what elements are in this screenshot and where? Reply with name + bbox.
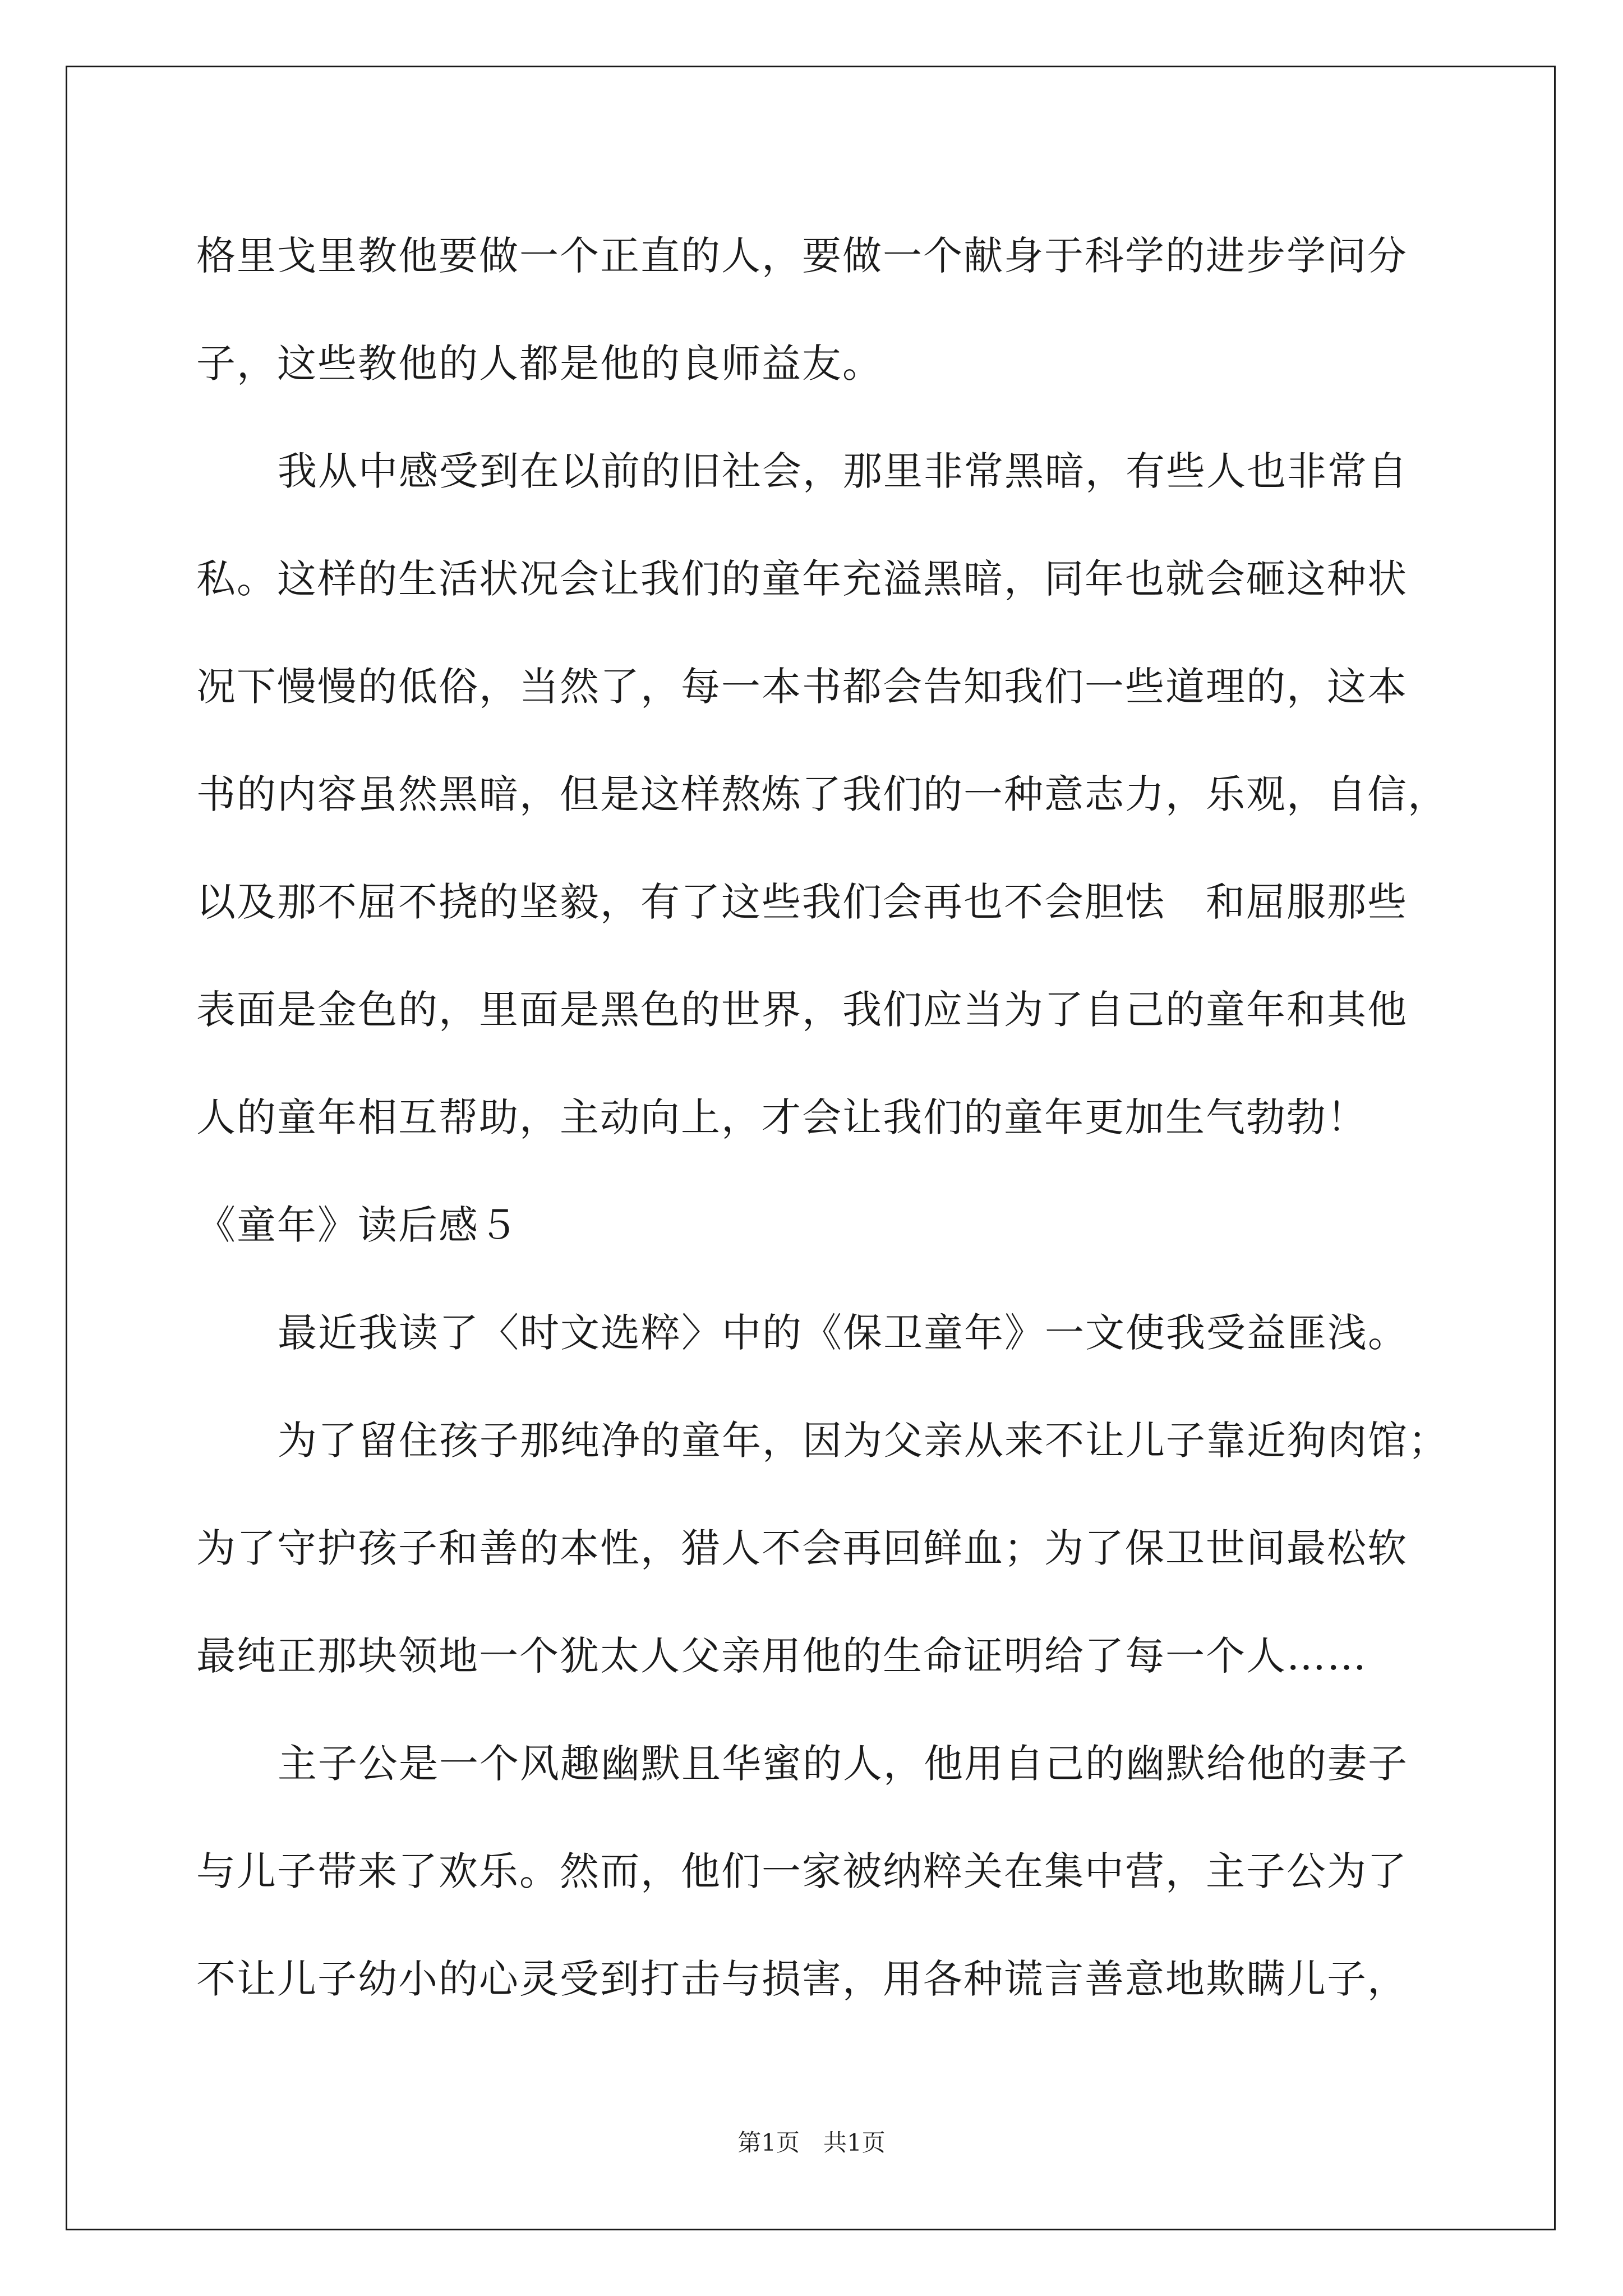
text-line: 格里戈里教他要做一个正直的人，要做一个献身于科学的进步学问分 bbox=[196, 233, 1408, 279]
text-line: 况下慢慢的低俗，当然了，每一本书都会告知我们一些道理的，这本 bbox=[196, 664, 1408, 710]
text-line: 书的内容虽然黑暗，但是这样熬炼了我们的一种意志力，乐观，自信， bbox=[196, 771, 1448, 817]
page-footer bbox=[0, 2129, 1623, 2157]
text-line: 最近我读了〈时文选粹〉中的《保卫童年》一文使我受益匪浅。 bbox=[278, 1310, 1408, 1356]
page-number: 第1页 共1页 bbox=[737, 2129, 886, 2156]
text-line: 不让儿子幼小的心灵受到打击与损害，用各种谎言善意地欺瞒儿子， bbox=[196, 1956, 1408, 2002]
text-line: 人的童年相互帮助，主动向上，才会让我们的童年更加生气勃勃！ bbox=[196, 1094, 1367, 1140]
text-line: 我从中感受到在以前的旧社会，那里非常黑暗，有些人也非常自 bbox=[278, 448, 1408, 494]
text-line: 私。这样的生活状况会让我们的童年充溢黑暗，同年也就会砸这种状 bbox=[196, 556, 1408, 602]
text-line: 最纯正那块领地一个犹太人父亲用他的生命证明给了每一个人…… bbox=[196, 1633, 1367, 1679]
text-line: 与儿子带来了欢乐。然而，他们一家被纳粹关在集中营，主子公为了 bbox=[196, 1848, 1408, 1894]
text-line: 以及那不屈不挠的坚毅，有了这些我们会再也不会胆怯 和屈服那些 bbox=[196, 879, 1408, 925]
text-line: 为了守护孩子和善的本性，猎人不会再回鲜血；为了保卫世间最松软 bbox=[196, 1525, 1408, 1571]
text-line: 主子公是一个风趣幽默且华蜜的人，他用自己的幽默给他的妻子 bbox=[278, 1741, 1408, 1787]
document-body bbox=[196, 202, 1449, 2033]
text-line: 为了留住孩子那纯净的童年，因为父亲从来不让儿子靠近狗肉馆； bbox=[278, 1418, 1449, 1464]
section-heading: 《童年》读后感５ bbox=[196, 1202, 519, 1248]
text-line: 子，这些教他的人都是他的良师益友。 bbox=[196, 341, 883, 386]
text-line: 表面是金色的，里面是黑色的世界，我们应当为了自己的童年和其他 bbox=[196, 987, 1408, 1033]
